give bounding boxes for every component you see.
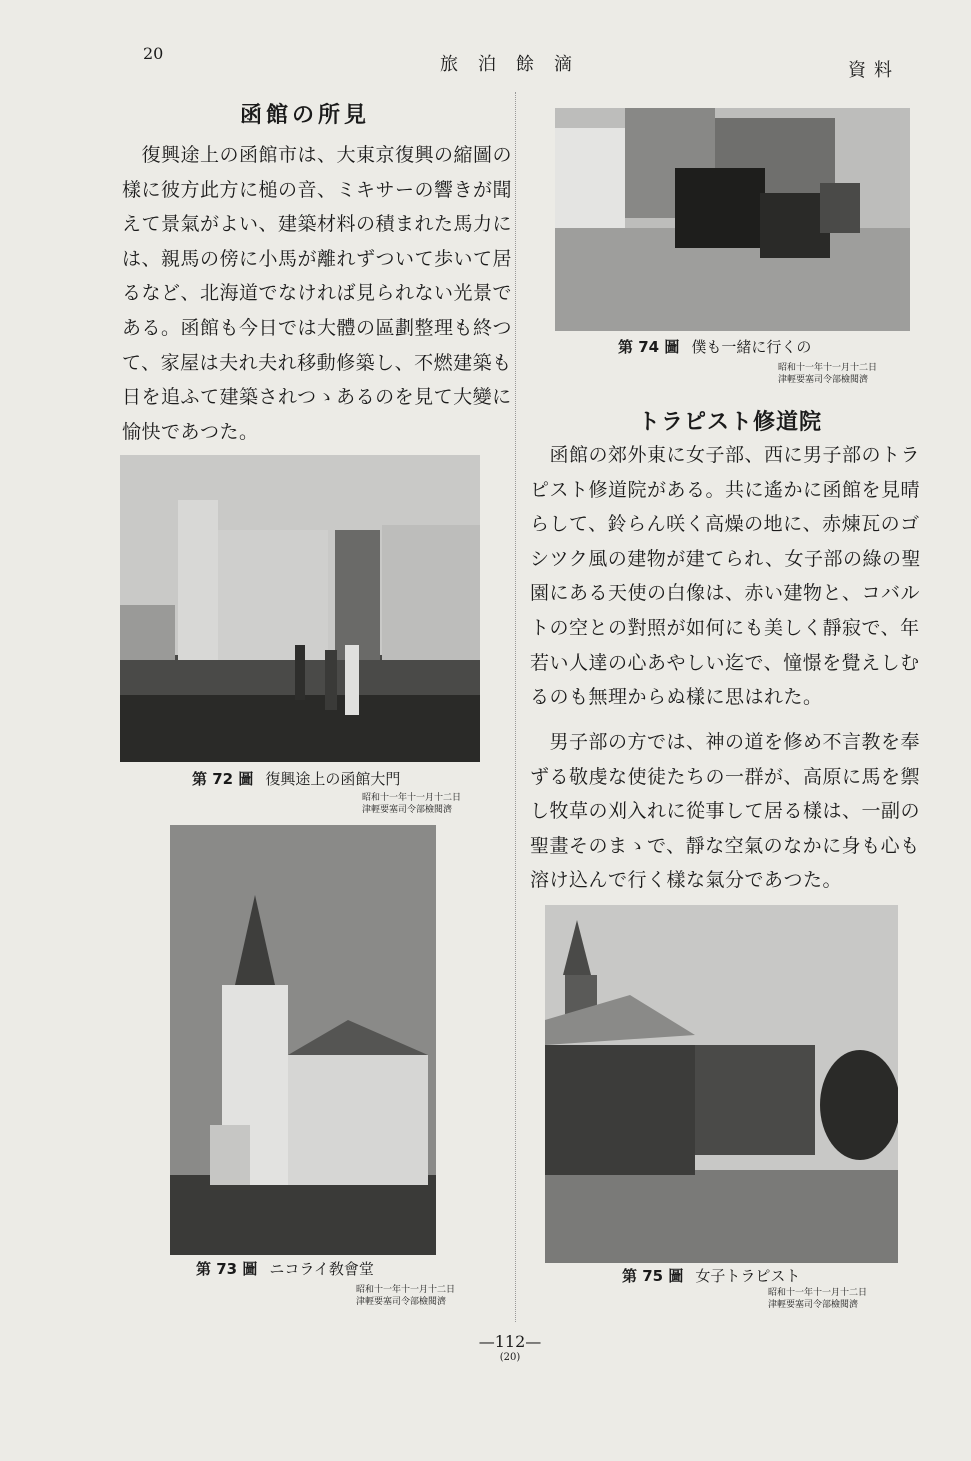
figure-label: 第 73 圖 [196,1260,258,1278]
figure-caption: 僕も一緒に行くの [691,338,812,356]
figure-label: 第 75 圖 [622,1267,684,1285]
censor-stamp: 昭和十一年十一月十二日 津輕要塞司令部檢閱濟 [778,363,878,385]
photo-horses [555,108,910,331]
censor-stamp: 昭和十一年十一月十二日 津輕要塞司令部檢閱濟 [362,793,462,815]
header-section-label: 資料 [848,60,900,81]
censor-stamp: 昭和十一年十一月十二日 津輕要塞司令部檢閱濟 [356,1285,456,1307]
footer-page-number: —112— [478,1332,542,1351]
figure-caption: 女子トラピスト [695,1267,801,1285]
figure-label: 第 72 圖 [192,770,254,788]
column-divider [515,92,516,1322]
figure-caption: 復興途上の函館大門 [265,770,401,788]
figure-label: 第 74 圖 [618,338,680,356]
paragraph-hakodate: 復興途上の函館市は、大東京復興の縮圖の 樣に彼方此方に槌の音、ミキサーの響きが聞 えて景氣がよい、建築材料の積まれた馬力に は、親馬の傍に小馬が離れずついて歩いて居 るなど、北海道でなければ見られない光景で ある。函館も今日では大體の區劃整理も終つ て、家屋は夫れ夫れ移動修築し、不燃建築も 日を追ふて建築されつゝあるのを見て大變に 愉快であつた。 [122,144,513,443]
header-title: 旅泊餘滴 [440,54,592,75]
figure-caption: ニコライ敎會堂 [269,1260,374,1278]
caption-figure-74 [618,336,811,357]
paragraph-trappist-2: 男子部の方では、神の道を修め不言教を奉 ずる敬虔な使徒たちの一群が、高原に馬を禦 し牧草の刈入れに從事して居る樣は、一副の 聖畫そのまゝで、靜な空氣のなかに身も心も 溶け込んで行く樣な氣分であつた。 [530,731,921,892]
section-title-trappist: トラピスト修道院 [638,410,823,435]
caption-figure-72 [192,768,400,789]
caption-figure-73 [196,1258,374,1279]
caption-figure-75 [622,1265,800,1286]
paragraph-trappist-1: 函館の郊外東に女子部、西に男子部のトラ ピスト修道院がある。共に遙かに函館を見晴 らして、鈴らん咲く高燥の地に、赤煉瓦のゴ シツク風の建物が建てられ、女子部の綠の聖 園にある天使の白像は、赤い建物と、コバル トの空との對照が如何にも美しく靜寂で、年 若い人達の心あやしい迄で、憧憬を覺えしむ るのも無理からぬ樣に思はれた。 [530,444,921,709]
section-title-hakodate: 函館の所見 [240,103,371,128]
photo-hakodate-street [120,455,480,762]
photo-nikolai-church [170,825,436,1255]
photo-trappist-convent [545,905,898,1263]
footer-sub-number: (20) [499,1352,521,1363]
censor-stamp: 昭和十一年十一月十二日 津輕要塞司令部檢閱濟 [768,1288,868,1310]
header-page-number: 20 [143,44,164,63]
